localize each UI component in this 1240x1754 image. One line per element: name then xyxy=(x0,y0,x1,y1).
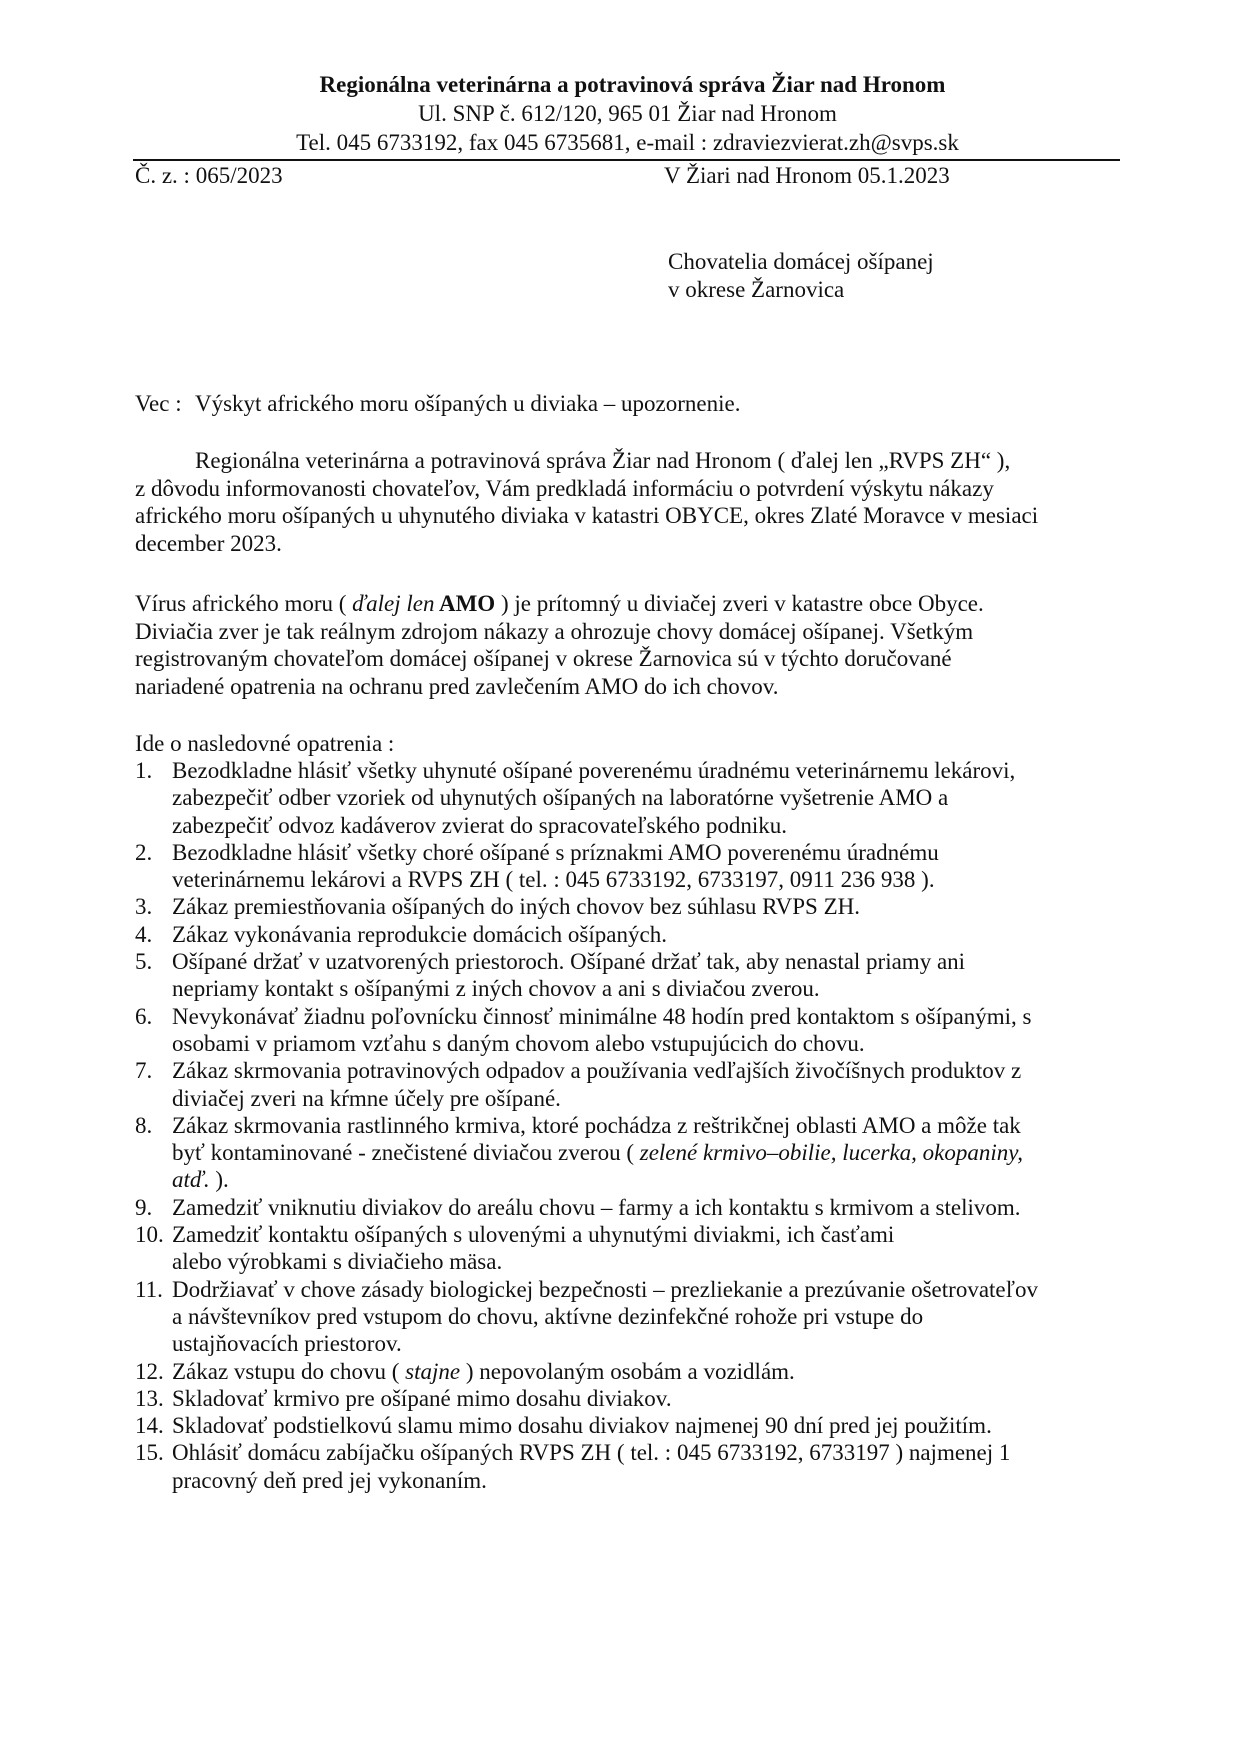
list-item xyxy=(135,1385,1120,1412)
virus-line-4: nariadené opatrenia na ochranu pred zavlečením AMO do ich chovov. xyxy=(135,673,779,699)
place-date: V Žiari nad Hronom 05.1.2023 xyxy=(664,163,950,188)
list-item-text: nepriamy kontakt s ošípanými z iných chovov a ani s diviačou zverou. xyxy=(172,976,820,1002)
list-item-text: zabezpečiť odvoz kadáverov zvierat do spracovateľského podniku. xyxy=(172,812,788,838)
intro-line-2: z dôvodu informovanosti chovateľov, Vám predkladá informáciu o potvrdení výskytu nákazy xyxy=(135,475,994,501)
list-item-text: byť kontaminované - znečistené diviačou zverou ( xyxy=(172,1140,640,1166)
header-divider xyxy=(133,159,1120,161)
list-item-number: 1. xyxy=(135,758,153,783)
organization-name: Regionálna veterinárna a potravinová správa Žiar nad Hronom xyxy=(319,72,946,97)
list-item xyxy=(135,1221,1120,1276)
list-item-text: veterinárnemu lekárovi a RVPS ZH ( tel. : 045 6733192, 6733197, 0911 236 938 ). xyxy=(172,867,935,893)
list-item xyxy=(135,1057,1120,1112)
list-item-text-italic: atď. xyxy=(172,1167,210,1193)
intro-line-4: december 2023. xyxy=(135,530,282,556)
list-item-text: Ošípané držať v uzatvorených priestoroch. Ošípané držať tak, aby nenastal priamy ani xyxy=(172,949,966,975)
list-item-text: pracovný deň pred jej vykonaním. xyxy=(172,1467,487,1493)
list-item xyxy=(135,1439,1120,1494)
list-item-number: 9. xyxy=(135,1194,153,1220)
virus-line-2: Diviačia zver je tak reálnym zdrojom nákazy a ohrozuje chovy domácej ošípanej. Všetkým xyxy=(135,618,974,644)
measures-list xyxy=(135,757,1120,1494)
list-item-text: alebo výrobkami s diviačieho mäsa. xyxy=(172,1249,503,1275)
list-item-number: 4. xyxy=(135,921,153,947)
list-item xyxy=(135,1194,1120,1221)
subject-text: Výskyt afrického moru ošípaných u diviaka – upozornenie. xyxy=(195,391,741,416)
list-item xyxy=(135,839,1120,894)
list-item-text: diviačej zveri na kŕmne účely pre ošípané. xyxy=(172,1085,561,1111)
list-item-text: Zákaz vykonávania reprodukcie domácich ošípaných. xyxy=(172,921,667,947)
virus-line-1-bold: AMO xyxy=(434,591,496,616)
list-item xyxy=(135,757,1120,839)
list-item-text: zabezpečiť odber vzoriek od uhynutých ošípaných na laboratórne vyšetrenie AMO a xyxy=(172,785,949,811)
recipient-line-2: v okrese Žarnovica xyxy=(668,277,845,302)
list-item-text: ) nepovolaným osobám a vozidlám. xyxy=(460,1358,795,1384)
virus-line-1b: ) je prítomný u diviačej zveri v katastre obce Obyce. xyxy=(495,591,984,616)
virus-line-1a: Vírus afrického moru ( xyxy=(135,591,353,616)
recipient-line-1: Chovatelia domácej ošípanej xyxy=(668,249,934,274)
list-item-text: Zamedziť kontaktu ošípaných s ulovenými a uhynutými diviakmi, ich časťami xyxy=(172,1222,895,1248)
letterhead xyxy=(135,70,1120,157)
list-item-text-italic: zelené krmivo–obilie, lucerka, okopaniny, xyxy=(639,1140,1023,1166)
list-item-text: Zákaz vstupu do chovu ( xyxy=(172,1358,406,1384)
list-item-text: Zamedziť vniknutiu diviakov do areálu chovu – farmy a ich kontaktu s krmivom a stelivom. xyxy=(172,1194,1021,1220)
list-item-text: Zákaz premiestňovania ošípaných do iných chovov bez súhlasu RVPS ZH. xyxy=(172,894,861,920)
list-item xyxy=(135,1003,1120,1058)
list-item-number: 7. xyxy=(135,1058,153,1084)
list-item-text: Bezodkladne hlásiť všetky uhynuté ošípané poverenému úradnému veterinárnemu lekárovi, xyxy=(172,758,1016,783)
list-item-number: 15. xyxy=(135,1440,164,1466)
intro-line-1: Regionálna veterinárna a potravinová správa Žiar nad Hronom ( ďalej len „RVPS ZH“ ), xyxy=(195,448,1011,473)
measures-intro: Ide o nasledovné opatrenia : xyxy=(135,731,395,756)
list-item-text: Skladovať podstielkovú slamu mimo dosahu diviakov najmenej 90 dní pred jej použitím. xyxy=(172,1413,992,1439)
list-item-text: Ohlásiť domácu zabíjačku ošípaných RVPS ZH ( tel. : 045 6733192, 6733197 ) najmenej 1 xyxy=(172,1440,1011,1466)
virus-line-3: registrovaným chovateľom domácej ošípanej v okrese Žarnovica sú v týchto doručované xyxy=(135,646,952,671)
recipient-block xyxy=(668,248,934,304)
list-item-number: 6. xyxy=(135,1003,153,1029)
list-item-number: 10. xyxy=(135,1222,164,1248)
list-item-number: 11. xyxy=(135,1276,163,1302)
list-item-text: ). xyxy=(209,1167,229,1193)
list-item-text: osobami v priamom vzťahu s daným chovom alebo vstupujúcich do chovu. xyxy=(172,1030,865,1056)
list-item xyxy=(135,893,1120,920)
virus-line-1-italic: ďalej len xyxy=(352,591,435,616)
intro-line-3: afrického moru ošípaných u uhynutého diviaka v katastri OBYCE, okres Zlaté Moravce v mesiaci xyxy=(135,503,1039,528)
intro-paragraph xyxy=(135,447,1120,557)
list-item xyxy=(135,1358,1120,1385)
list-item-text: Skladovať krmivo pre ošípané mimo dosahu diviakov. xyxy=(172,1385,672,1411)
list-item-number: 8. xyxy=(135,1112,153,1138)
list-item-text: Zákaz skrmovania rastlinného krmiva, ktoré pochádza z reštrikčnej oblasti AMO a môže tak xyxy=(172,1112,1021,1138)
list-item-text: a návštevníkov pred vstupom do chovu, aktívne dezinfekčné rohože pri vstupe do xyxy=(172,1303,924,1329)
subject-line xyxy=(135,390,740,417)
list-item-number: 2. xyxy=(135,839,153,865)
list-item-number: 5. xyxy=(135,949,153,975)
subject-label: Vec : xyxy=(135,391,182,416)
list-item-number: 14. xyxy=(135,1413,164,1439)
list-item-number: 3. xyxy=(135,894,153,920)
organization-contact: Tel. 045 6733192, fax 045 6735681, e-mail : zdraviezvierat.zh@svps.sk xyxy=(296,130,959,155)
reference-number: Č. z. : 065/2023 xyxy=(135,163,283,188)
list-item-number: 13. xyxy=(135,1385,164,1411)
list-item xyxy=(135,1276,1120,1358)
list-item xyxy=(135,1412,1120,1439)
list-item-text: ustajňovacích priestorov. xyxy=(172,1331,402,1357)
list-item-text: Zákaz skrmovania potravinových odpadov a používania vedľajších živočíšnych produktov z xyxy=(172,1058,1022,1084)
list-item xyxy=(135,948,1120,1003)
list-item-text: Nevykonávať žiadnu poľovnícku činnosť minimálne 48 hodín pred kontaktom s ošípanými, s xyxy=(172,1003,1032,1029)
virus-paragraph xyxy=(135,590,1120,700)
organization-address: Ul. SNP č. 612/120, 965 01 Žiar nad Hronom xyxy=(418,101,837,126)
list-item-text: Dodržiavať v chove zásady biologickej bezpečnosti – prezliekanie a prezúvanie ošetrovateľov xyxy=(172,1276,1038,1302)
list-item xyxy=(135,921,1120,948)
list-item xyxy=(135,1112,1120,1194)
list-item-text-italic: stajne xyxy=(405,1358,461,1384)
list-item-text: Bezodkladne hlásiť všetky choré ošípané s príznakmi AMO poverenému úradnému xyxy=(172,839,939,865)
list-item-number: 12. xyxy=(135,1358,164,1384)
